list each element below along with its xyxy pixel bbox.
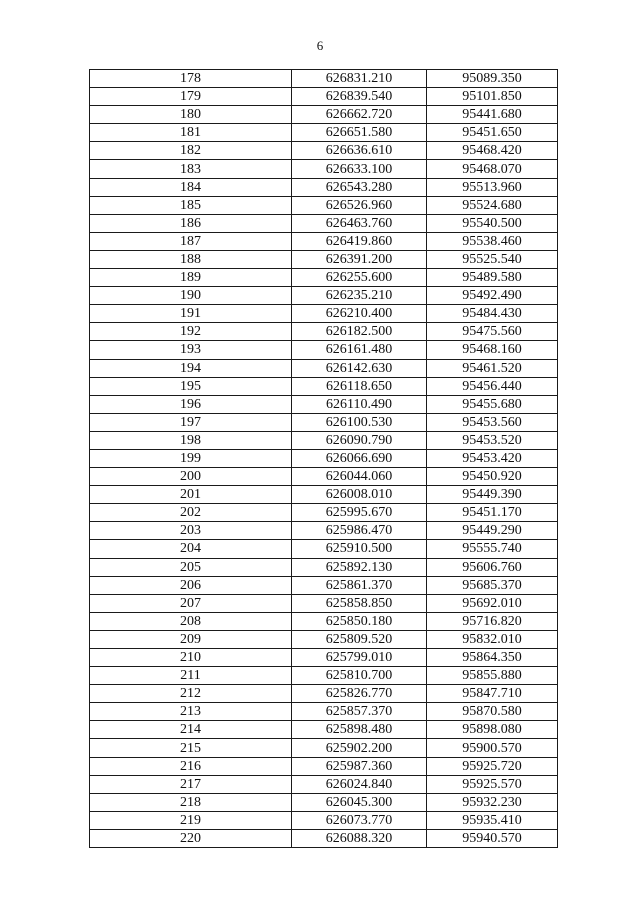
table-row [90, 757, 558, 775]
y-coordinate-cell: 95685.370 [427, 576, 558, 594]
point-number-cell: 205 [90, 558, 292, 576]
table-row [90, 630, 558, 648]
point-number-cell: 185 [90, 196, 292, 214]
x-coordinate-cell: 625987.360 [292, 757, 427, 775]
x-coordinate-cell: 626024.840 [292, 775, 427, 793]
y-coordinate-cell: 95870.580 [427, 703, 558, 721]
y-coordinate-cell: 95855.880 [427, 667, 558, 685]
y-coordinate-cell: 95484.430 [427, 305, 558, 323]
y-coordinate-cell: 95540.500 [427, 214, 558, 232]
x-coordinate-cell: 626543.280 [292, 178, 427, 196]
point-number-cell: 188 [90, 250, 292, 268]
x-coordinate-cell: 626090.790 [292, 431, 427, 449]
y-coordinate-cell: 95524.680 [427, 196, 558, 214]
point-number-cell: 179 [90, 88, 292, 106]
y-coordinate-cell: 95935.410 [427, 811, 558, 829]
table-row [90, 667, 558, 685]
y-coordinate-cell: 95101.850 [427, 88, 558, 106]
point-number-cell: 217 [90, 775, 292, 793]
table-row [90, 305, 558, 323]
table-row [90, 811, 558, 829]
table-row [90, 468, 558, 486]
x-coordinate-cell: 626662.720 [292, 106, 427, 124]
point-number-cell: 192 [90, 323, 292, 341]
x-coordinate-cell: 626118.650 [292, 377, 427, 395]
x-coordinate-cell: 626210.400 [292, 305, 427, 323]
point-number-cell: 187 [90, 232, 292, 250]
x-coordinate-cell: 625892.130 [292, 558, 427, 576]
y-coordinate-cell: 95864.350 [427, 649, 558, 667]
point-number-cell: 195 [90, 377, 292, 395]
table-row [90, 269, 558, 287]
x-coordinate-cell: 625861.370 [292, 576, 427, 594]
table-row [90, 504, 558, 522]
point-number-cell: 190 [90, 287, 292, 305]
table-row [90, 395, 558, 413]
y-coordinate-cell: 95468.070 [427, 160, 558, 178]
table-row [90, 250, 558, 268]
table-row [90, 287, 558, 305]
y-coordinate-cell: 95847.710 [427, 685, 558, 703]
x-coordinate-cell: 626088.320 [292, 829, 427, 847]
table-row [90, 196, 558, 214]
table-row [90, 721, 558, 739]
table-row [90, 359, 558, 377]
x-coordinate-cell: 626066.690 [292, 449, 427, 467]
y-coordinate-cell: 95449.390 [427, 486, 558, 504]
y-coordinate-cell: 95898.080 [427, 721, 558, 739]
x-coordinate-cell: 625898.480 [292, 721, 427, 739]
point-number-cell: 178 [90, 70, 292, 88]
y-coordinate-cell: 95692.010 [427, 594, 558, 612]
point-number-cell: 194 [90, 359, 292, 377]
table-row [90, 829, 558, 847]
x-coordinate-cell: 625910.500 [292, 540, 427, 558]
table-row [90, 775, 558, 793]
x-coordinate-cell: 626044.060 [292, 468, 427, 486]
x-coordinate-cell: 626463.760 [292, 214, 427, 232]
point-number-cell: 183 [90, 160, 292, 178]
x-coordinate-cell: 626636.610 [292, 142, 427, 160]
table-row [90, 88, 558, 106]
table-row [90, 449, 558, 467]
y-coordinate-cell: 95453.420 [427, 449, 558, 467]
point-number-cell: 209 [90, 630, 292, 648]
coordinates-table [89, 69, 558, 848]
x-coordinate-cell: 626526.960 [292, 196, 427, 214]
y-coordinate-cell: 95492.490 [427, 287, 558, 305]
x-coordinate-cell: 626235.210 [292, 287, 427, 305]
y-coordinate-cell: 95925.570 [427, 775, 558, 793]
point-number-cell: 193 [90, 341, 292, 359]
y-coordinate-cell: 95940.570 [427, 829, 558, 847]
point-number-cell: 210 [90, 649, 292, 667]
table-row [90, 323, 558, 341]
table-row [90, 594, 558, 612]
point-number-cell: 189 [90, 269, 292, 287]
y-coordinate-cell: 95455.680 [427, 395, 558, 413]
point-number-cell: 220 [90, 829, 292, 847]
point-number-cell: 211 [90, 667, 292, 685]
x-coordinate-cell: 626161.480 [292, 341, 427, 359]
x-coordinate-cell: 626073.770 [292, 811, 427, 829]
table-row [90, 576, 558, 594]
y-coordinate-cell: 95925.720 [427, 757, 558, 775]
x-coordinate-cell: 626008.010 [292, 486, 427, 504]
point-number-cell: 203 [90, 522, 292, 540]
table-row [90, 341, 558, 359]
y-coordinate-cell: 95449.290 [427, 522, 558, 540]
y-coordinate-cell: 95716.820 [427, 612, 558, 630]
x-coordinate-cell: 626182.500 [292, 323, 427, 341]
point-number-cell: 206 [90, 576, 292, 594]
point-number-cell: 216 [90, 757, 292, 775]
y-coordinate-cell: 95525.540 [427, 250, 558, 268]
table-row [90, 793, 558, 811]
y-coordinate-cell: 95089.350 [427, 70, 558, 88]
table-row [90, 558, 558, 576]
table-row [90, 70, 558, 88]
y-coordinate-cell: 95451.170 [427, 504, 558, 522]
point-number-cell: 207 [90, 594, 292, 612]
point-number-cell: 214 [90, 721, 292, 739]
x-coordinate-cell: 625995.670 [292, 504, 427, 522]
y-coordinate-cell: 95513.960 [427, 178, 558, 196]
y-coordinate-cell: 95832.010 [427, 630, 558, 648]
x-coordinate-cell: 626831.210 [292, 70, 427, 88]
x-coordinate-cell: 625826.770 [292, 685, 427, 703]
x-coordinate-cell: 625809.520 [292, 630, 427, 648]
table-row [90, 413, 558, 431]
table-row [90, 232, 558, 250]
point-number-cell: 204 [90, 540, 292, 558]
point-number-cell: 191 [90, 305, 292, 323]
point-number-cell: 198 [90, 431, 292, 449]
y-coordinate-cell: 95900.570 [427, 739, 558, 757]
x-coordinate-cell: 626142.630 [292, 359, 427, 377]
point-number-cell: 219 [90, 811, 292, 829]
table-row [90, 649, 558, 667]
y-coordinate-cell: 95538.460 [427, 232, 558, 250]
x-coordinate-cell: 626045.300 [292, 793, 427, 811]
table-row [90, 540, 558, 558]
table-row [90, 214, 558, 232]
y-coordinate-cell: 95606.760 [427, 558, 558, 576]
x-coordinate-cell: 625799.010 [292, 649, 427, 667]
y-coordinate-cell: 95461.520 [427, 359, 558, 377]
table-row [90, 739, 558, 757]
point-number-cell: 200 [90, 468, 292, 486]
point-number-cell: 201 [90, 486, 292, 504]
point-number-cell: 186 [90, 214, 292, 232]
x-coordinate-cell: 626419.860 [292, 232, 427, 250]
table-row [90, 522, 558, 540]
x-coordinate-cell: 626110.490 [292, 395, 427, 413]
table-row [90, 486, 558, 504]
x-coordinate-cell: 625850.180 [292, 612, 427, 630]
table-row [90, 431, 558, 449]
point-number-cell: 197 [90, 413, 292, 431]
page-number: 6 [316, 38, 324, 53]
y-coordinate-cell: 95450.920 [427, 468, 558, 486]
point-number-cell: 208 [90, 612, 292, 630]
coordinates-table-body [90, 70, 558, 848]
y-coordinate-cell: 95453.560 [427, 413, 558, 431]
point-number-cell: 202 [90, 504, 292, 522]
point-number-cell: 184 [90, 178, 292, 196]
table-row [90, 178, 558, 196]
x-coordinate-cell: 625857.370 [292, 703, 427, 721]
point-number-cell: 196 [90, 395, 292, 413]
x-coordinate-cell: 626839.540 [292, 88, 427, 106]
y-coordinate-cell: 95453.520 [427, 431, 558, 449]
x-coordinate-cell: 625986.470 [292, 522, 427, 540]
x-coordinate-cell: 625810.700 [292, 667, 427, 685]
point-number-cell: 199 [90, 449, 292, 467]
y-coordinate-cell: 95489.580 [427, 269, 558, 287]
x-coordinate-cell: 626633.100 [292, 160, 427, 178]
x-coordinate-cell: 626651.580 [292, 124, 427, 142]
y-coordinate-cell: 95441.680 [427, 106, 558, 124]
y-coordinate-cell: 95456.440 [427, 377, 558, 395]
y-coordinate-cell: 95451.650 [427, 124, 558, 142]
x-coordinate-cell: 626391.200 [292, 250, 427, 268]
table-row [90, 703, 558, 721]
y-coordinate-cell: 95475.560 [427, 323, 558, 341]
table-row [90, 685, 558, 703]
table-row [90, 612, 558, 630]
x-coordinate-cell: 626255.600 [292, 269, 427, 287]
point-number-cell: 181 [90, 124, 292, 142]
x-coordinate-cell: 625858.850 [292, 594, 427, 612]
table-row [90, 142, 558, 160]
point-number-cell: 215 [90, 739, 292, 757]
table-row [90, 124, 558, 142]
y-coordinate-cell: 95468.160 [427, 341, 558, 359]
x-coordinate-cell: 625902.200 [292, 739, 427, 757]
point-number-cell: 180 [90, 106, 292, 124]
y-coordinate-cell: 95468.420 [427, 142, 558, 160]
y-coordinate-cell: 95932.230 [427, 793, 558, 811]
table-row [90, 377, 558, 395]
point-number-cell: 182 [90, 142, 292, 160]
point-number-cell: 213 [90, 703, 292, 721]
point-number-cell: 212 [90, 685, 292, 703]
y-coordinate-cell: 95555.740 [427, 540, 558, 558]
table-row [90, 106, 558, 124]
x-coordinate-cell: 626100.530 [292, 413, 427, 431]
table-row [90, 160, 558, 178]
point-number-cell: 218 [90, 793, 292, 811]
